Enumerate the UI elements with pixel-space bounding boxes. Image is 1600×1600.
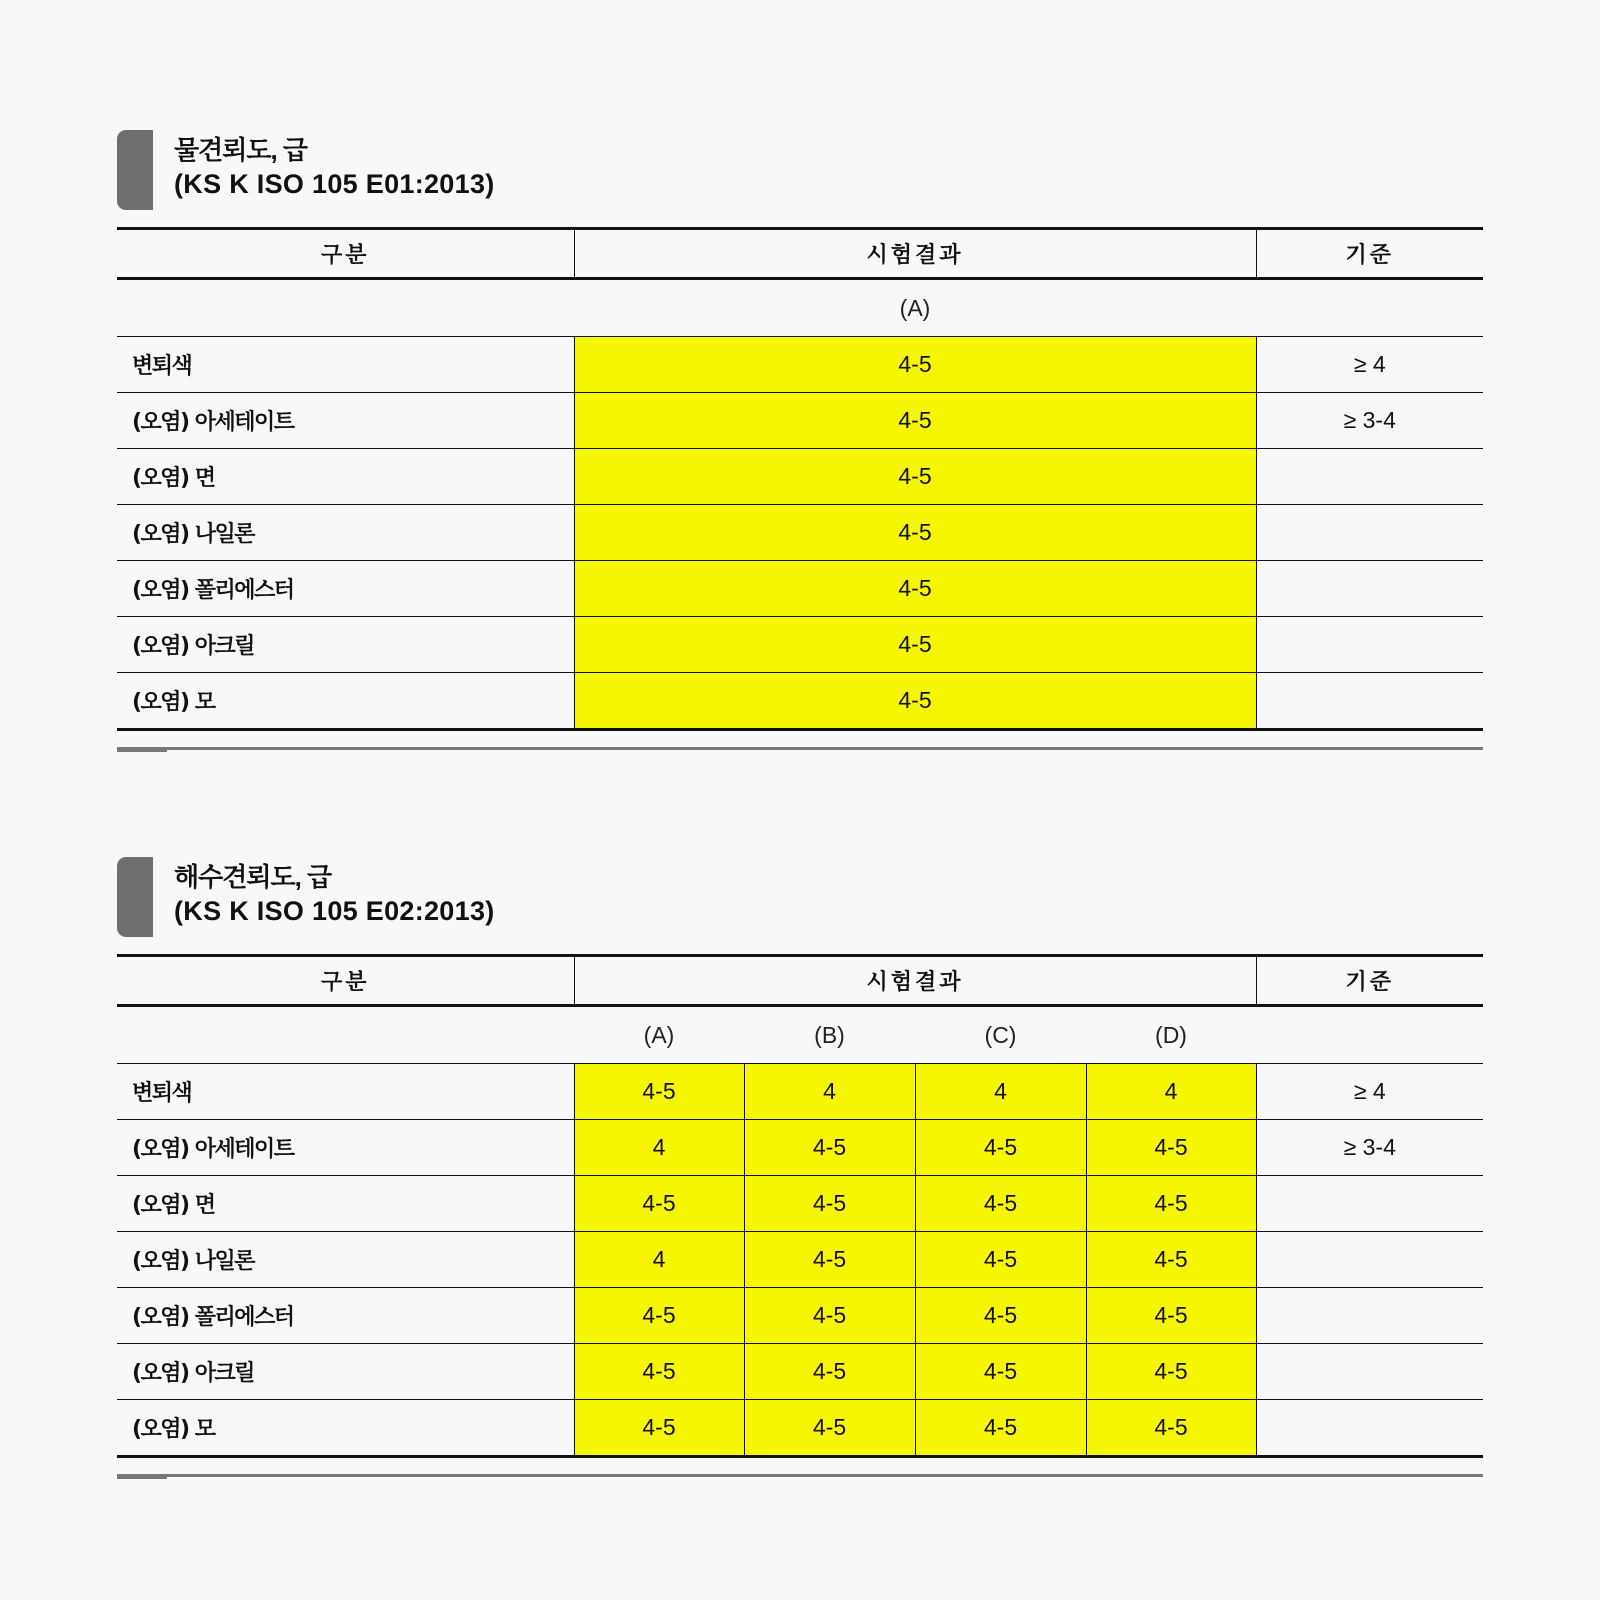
criteria-cell <box>1256 673 1483 730</box>
result-value-cell: 4-5 <box>1086 1400 1256 1457</box>
result-value-cell: 4-5 <box>744 1232 915 1288</box>
result-value-cell: 4-5 <box>574 1176 744 1232</box>
result-value-cell: 4-5 <box>1086 1120 1256 1176</box>
water-fastness-section <box>117 128 1483 747</box>
criteria-cell: ≥ 4 <box>1256 1064 1483 1120</box>
table-row <box>117 1288 1483 1344</box>
criteria-cell: ≥ 3-4 <box>1256 1120 1483 1176</box>
result-value-cell: 4-5 <box>574 1064 744 1120</box>
table-row <box>117 1064 1483 1120</box>
criteria-cell: ≥ 4 <box>1256 337 1483 393</box>
sub-header-d: (D) <box>1086 1006 1256 1064</box>
table-row <box>117 1120 1483 1176</box>
header-result: 시험결과 <box>574 956 1256 1006</box>
results-table <box>117 227 1483 731</box>
sub-header-b: (B) <box>744 1006 915 1064</box>
header-result: 시험결과 <box>574 229 1256 279</box>
row-label: (오염) 아크릴 <box>117 1344 574 1400</box>
table-row <box>117 561 1483 617</box>
result-value-cell: 4-5 <box>744 1400 915 1457</box>
sub-header-blank <box>1256 1006 1483 1064</box>
results-table <box>117 954 1483 1458</box>
criteria-cell <box>1256 505 1483 561</box>
table-row <box>117 393 1483 449</box>
row-label: (오염) 모 <box>117 1400 574 1457</box>
result-value-cell: 4-5 <box>915 1232 1086 1288</box>
seawater-fastness-section <box>117 855 1483 1474</box>
result-value-cell: 4-5 <box>744 1288 915 1344</box>
result-value-cell: 4-5 <box>915 1288 1086 1344</box>
heading-tab-marker <box>117 857 153 937</box>
row-label: (오염) 모 <box>117 673 574 730</box>
row-label: (오염) 나일론 <box>117 1232 574 1288</box>
result-value-cell: 4-5 <box>574 1288 744 1344</box>
table-row <box>117 1400 1483 1457</box>
sub-header-blank <box>1256 279 1483 337</box>
section-heading <box>117 128 1483 210</box>
section-footer-rule <box>117 731 1483 747</box>
section-title: 해수견뢰도, 급 <box>174 862 332 892</box>
section-title: 물견뢰도, 급 <box>174 135 308 165</box>
result-value-cell: 4 <box>1086 1064 1256 1120</box>
row-label: (오염) 아세테이트 <box>117 1120 574 1176</box>
result-value-cell: 4-5 <box>574 337 1256 393</box>
table-row <box>117 449 1483 505</box>
row-label: 변퇴색 <box>117 1064 574 1120</box>
table-row <box>117 1176 1483 1232</box>
criteria-cell <box>1256 561 1483 617</box>
criteria-cell <box>1256 1232 1483 1288</box>
result-value-cell: 4-5 <box>574 617 1256 673</box>
result-value-cell: 4-5 <box>574 449 1256 505</box>
result-value-cell: 4-5 <box>915 1400 1086 1457</box>
row-label: (오염) 폴리에스터 <box>117 1288 574 1344</box>
result-value-cell: 4-5 <box>574 561 1256 617</box>
result-value-cell: 4-5 <box>915 1344 1086 1400</box>
result-value-cell: 4-5 <box>574 1344 744 1400</box>
result-value-cell: 4-5 <box>744 1120 915 1176</box>
result-value-cell: 4-5 <box>1086 1344 1256 1400</box>
criteria-cell <box>1256 1344 1483 1400</box>
result-value-cell: 4-5 <box>915 1176 1086 1232</box>
header-category: 구분 <box>117 956 574 1006</box>
section-standard: (KS K ISO 105 E01:2013) <box>174 169 495 199</box>
result-value-cell: 4-5 <box>574 505 1256 561</box>
row-label: (오염) 면 <box>117 449 574 505</box>
row-label: (오염) 나일론 <box>117 505 574 561</box>
sub-header-blank <box>117 1006 574 1064</box>
row-label: (오염) 면 <box>117 1176 574 1232</box>
heading-tab-marker <box>117 130 153 210</box>
result-value-cell: 4-5 <box>1086 1288 1256 1344</box>
criteria-cell <box>1256 617 1483 673</box>
row-label: (오염) 아크릴 <box>117 617 574 673</box>
footer-bar <box>117 1474 1483 1477</box>
criteria-cell: ≥ 3-4 <box>1256 393 1483 449</box>
criteria-cell <box>1256 1176 1483 1232</box>
footer-bar <box>117 747 1483 750</box>
criteria-cell <box>1256 1288 1483 1344</box>
criteria-cell <box>1256 449 1483 505</box>
sub-header-blank <box>117 279 574 337</box>
table-row <box>117 1344 1483 1400</box>
table-row <box>117 505 1483 561</box>
result-value-cell: 4-5 <box>915 1120 1086 1176</box>
table-row <box>117 617 1483 673</box>
row-label: (오염) 아세테이트 <box>117 393 574 449</box>
result-value-cell: 4-5 <box>574 393 1256 449</box>
header-criteria: 기준 <box>1256 229 1483 279</box>
result-value-cell: 4 <box>744 1064 915 1120</box>
header-category: 구분 <box>117 229 574 279</box>
result-value-cell: 4 <box>915 1064 1086 1120</box>
result-value-cell: 4-5 <box>744 1344 915 1400</box>
table-row <box>117 673 1483 730</box>
sub-header-a: (A) <box>574 279 1256 337</box>
criteria-cell <box>1256 1400 1483 1457</box>
result-value-cell: 4-5 <box>1086 1232 1256 1288</box>
section-footer-rule <box>117 1458 1483 1474</box>
footer-nub <box>117 747 167 752</box>
table-row <box>117 1232 1483 1288</box>
header-criteria: 기준 <box>1256 956 1483 1006</box>
result-value-cell: 4-5 <box>744 1176 915 1232</box>
footer-nub <box>117 1474 167 1479</box>
sub-header-c: (C) <box>915 1006 1086 1064</box>
section-heading <box>117 855 1483 937</box>
result-value-cell: 4 <box>574 1232 744 1288</box>
result-value-cell: 4-5 <box>1086 1176 1256 1232</box>
result-value-cell: 4-5 <box>574 673 1256 730</box>
result-value-cell: 4-5 <box>574 1400 744 1457</box>
table-row <box>117 337 1483 393</box>
row-label: (오염) 폴리에스터 <box>117 561 574 617</box>
sub-header-a: (A) <box>574 1006 744 1064</box>
row-label: 변퇴색 <box>117 337 574 393</box>
section-standard: (KS K ISO 105 E02:2013) <box>174 896 495 926</box>
result-value-cell: 4 <box>574 1120 744 1176</box>
